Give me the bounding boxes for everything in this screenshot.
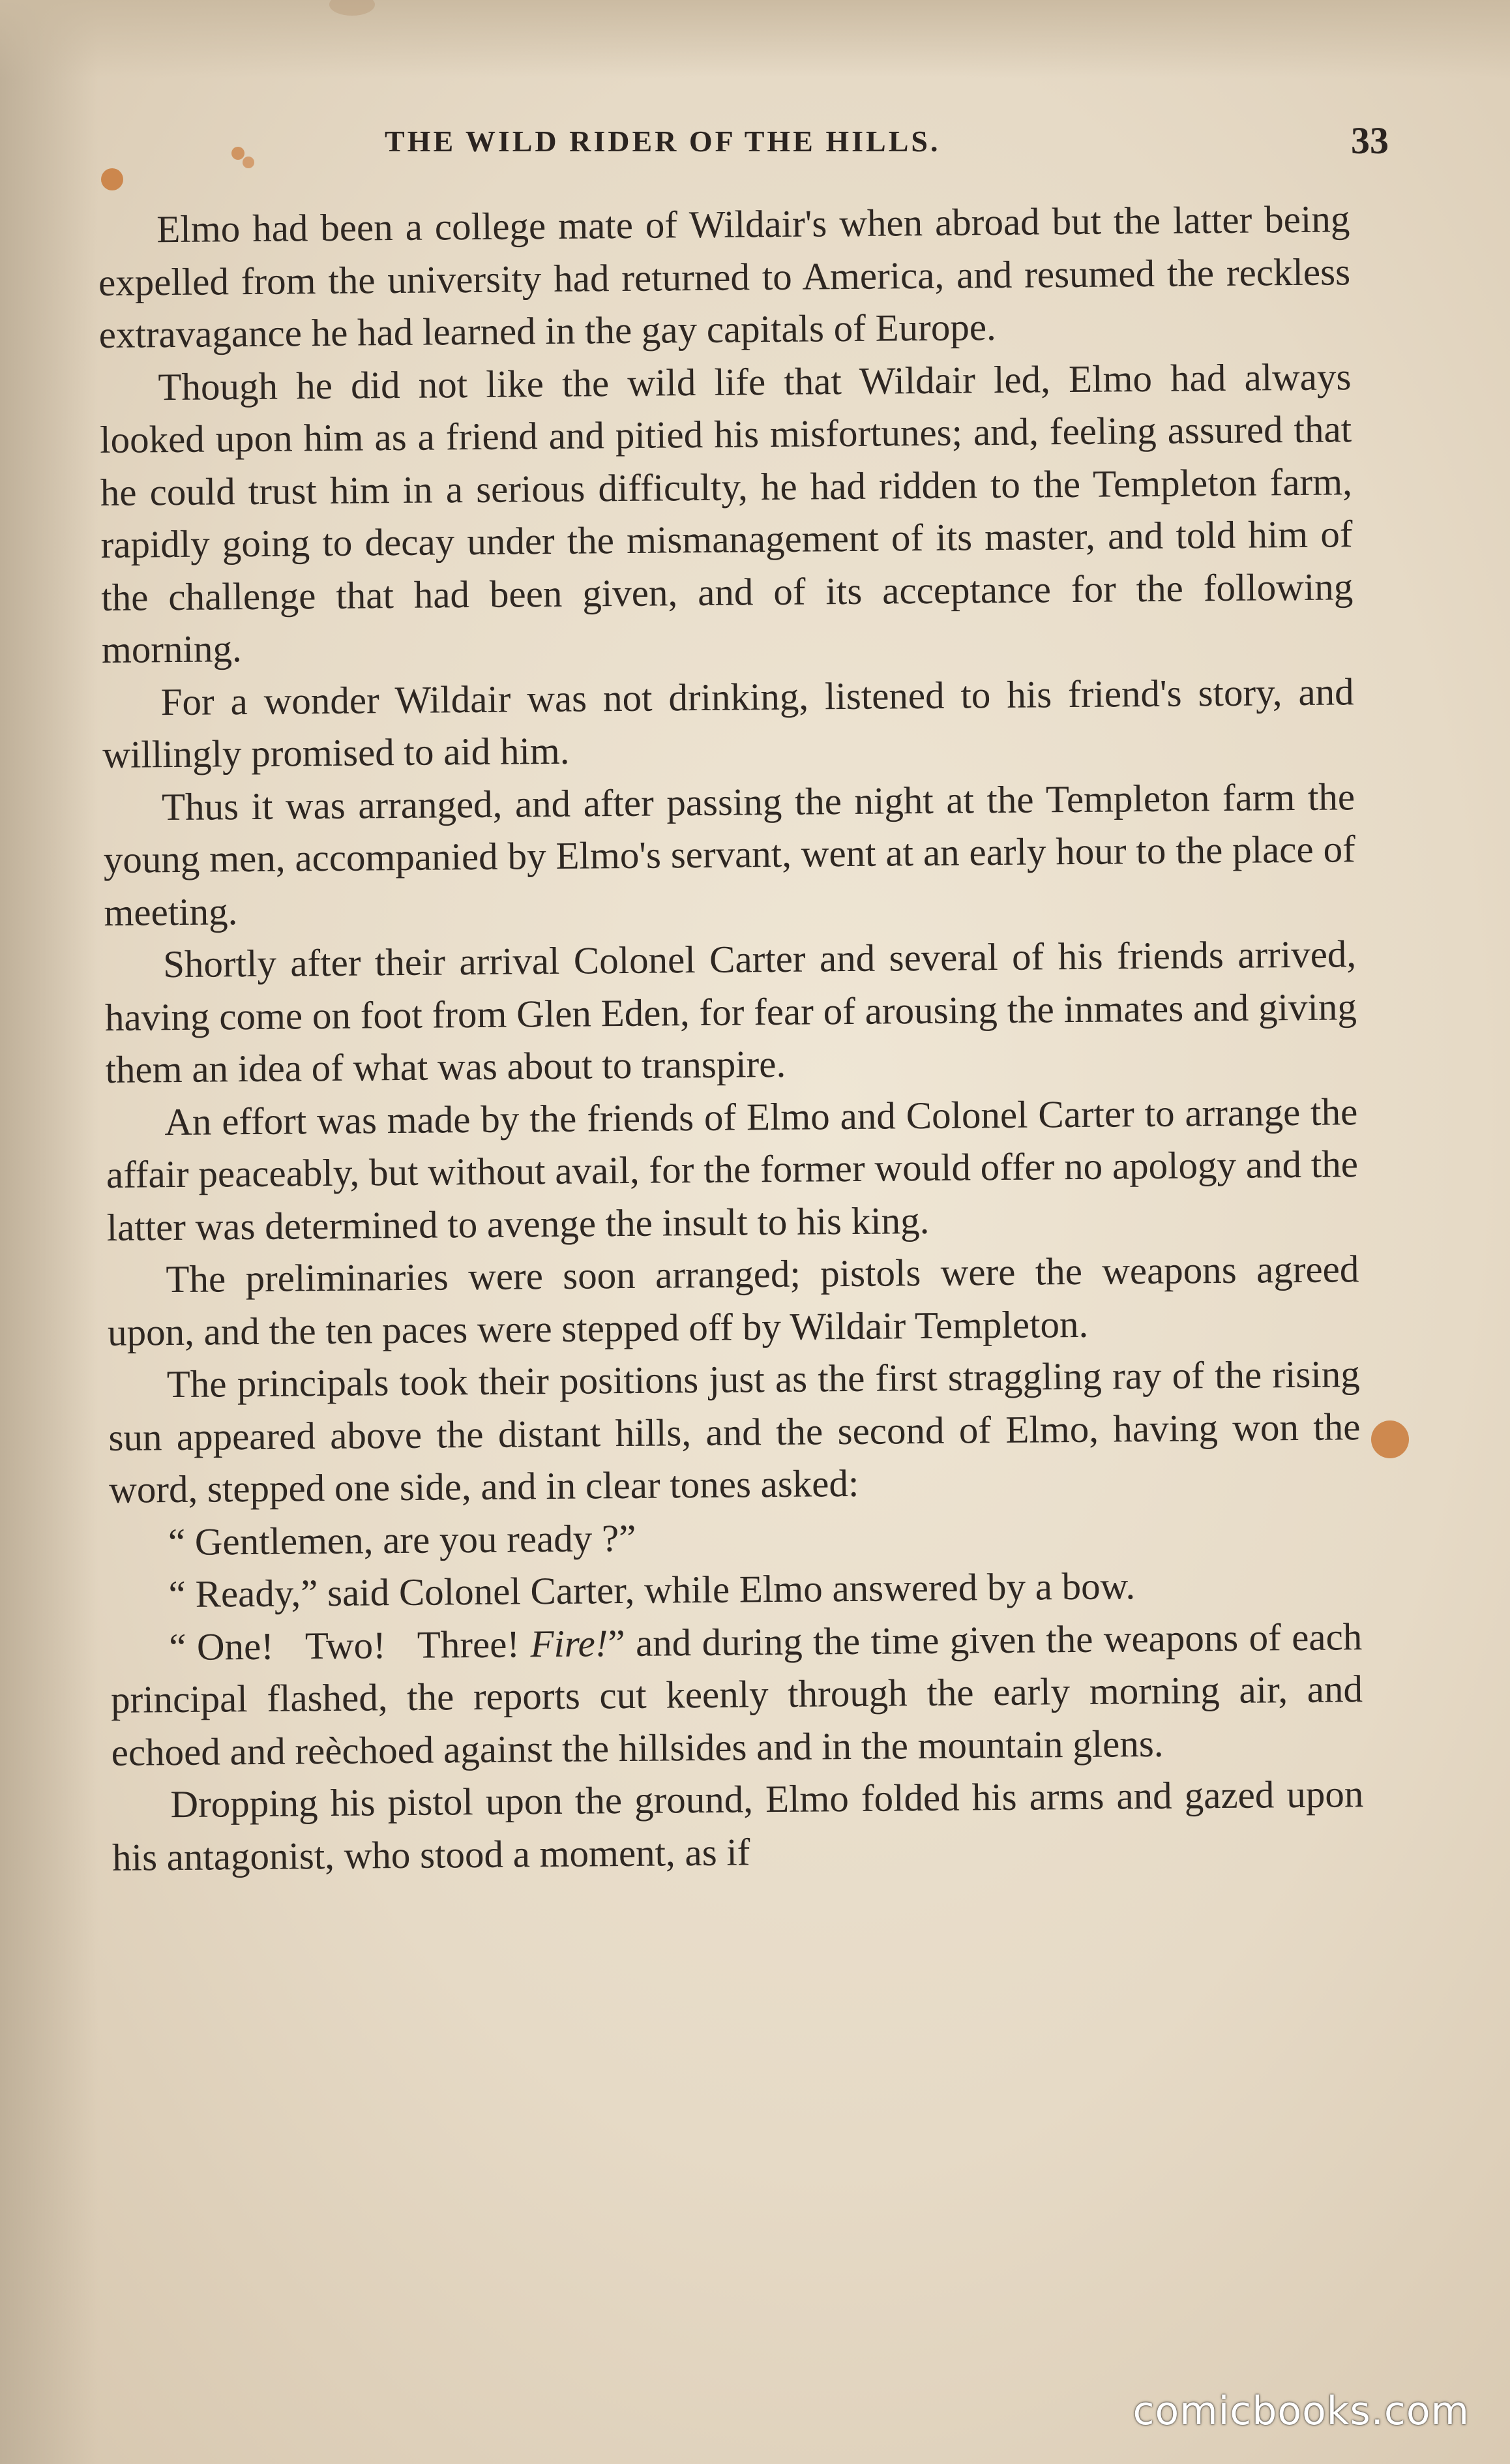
paragraph: Thus it was arranged, and after passing the night at the Templeton farm the young men, accompanied by Elmo's servant, went at an early hour to the place of meeting. — [103, 774, 1355, 934]
paragraph: For a wonder Wildair was not drinking, listened to his friend's story, and willingly promised to aid him. — [102, 669, 1354, 776]
dialogue-paragraph: “ Ready,” said Colonel Carter, while Elmo answered by a bow. — [168, 1564, 1136, 1616]
page-number: 33 — [1351, 119, 1389, 162]
page-header — [385, 119, 1389, 164]
page-top-shadow — [0, 0, 1510, 78]
paragraph: Though he did not like the wild life that Wildair led, Elmo had always looked upon him as a friend and pitied his misfortunes; and, feeling assured that he could trust him in a serious difficulty, he had ridden to the Templeton farm, rapidly going to decay under the mismanagement of its master, and told him of the challenge that had been given, and of its acceptance for the following morning. — [99, 354, 1354, 671]
foxing-stain — [101, 168, 123, 190]
foxing-stain — [243, 157, 254, 168]
fire-count: “ One! Two! Three! — [169, 1621, 531, 1668]
page-edge-shadow — [0, 0, 98, 2464]
paragraph: The preliminaries were soon arranged; pistols were the weapons agreed upon, and the ten paces were stepped off by Wildair Templeton. — [107, 1247, 1359, 1354]
running-title: THE WILD RIDER OF THE HILLS. — [385, 125, 941, 158]
paragraph: Dropping his pistol upon the ground, Elmo folded his arms and gazed upon his antagonist, who stood a moment, as if — [111, 1772, 1364, 1879]
watermark-logo: comicbooks.com — [1132, 2388, 1470, 2434]
fire-word: Fire! — [530, 1621, 608, 1665]
paragraph: Shortly after their arrival Colonel Carter and several of his friends arrived, having come on foot from Glen Eden, for fear of arousing the inmates and giving them an idea of what was about to transpire. — [104, 932, 1357, 1091]
dialogue-paragraph: “ Gentlemen, are you ready ?” — [168, 1516, 636, 1563]
foxing-stain — [1371, 1420, 1409, 1458]
paragraph: The principals took their positions just as the first straggling ray of the rising sun appeared above the distant hills, and the second of Elmo, having won the word, stepped one side, and in clear tones asked: — [108, 1352, 1361, 1511]
foxing-stain — [231, 147, 244, 160]
paragraph: Elmo had been a college mate of Wildair's when abroad but the latter being expelled from the university had returned to America, and resumed the reckless extravagance he had learned in the gay capitals of Europe. — [98, 197, 1351, 356]
body-text — [98, 192, 1364, 1884]
paragraph: An effort was made by the friends of Elmo and Colonel Carter to arrange the affair peaceably, but without avail, for the former would offer no apology and the latter was determined to avenge the insult to his king. — [106, 1089, 1359, 1249]
fire-paragraph — [110, 1610, 1363, 1779]
fire-rest: ” and during the time given the weapons of each principal flashed, the reports cut keenly through the early morning air, and echoed and reèchoed against the hillsides and in the mountain glens. — [110, 1614, 1363, 1774]
